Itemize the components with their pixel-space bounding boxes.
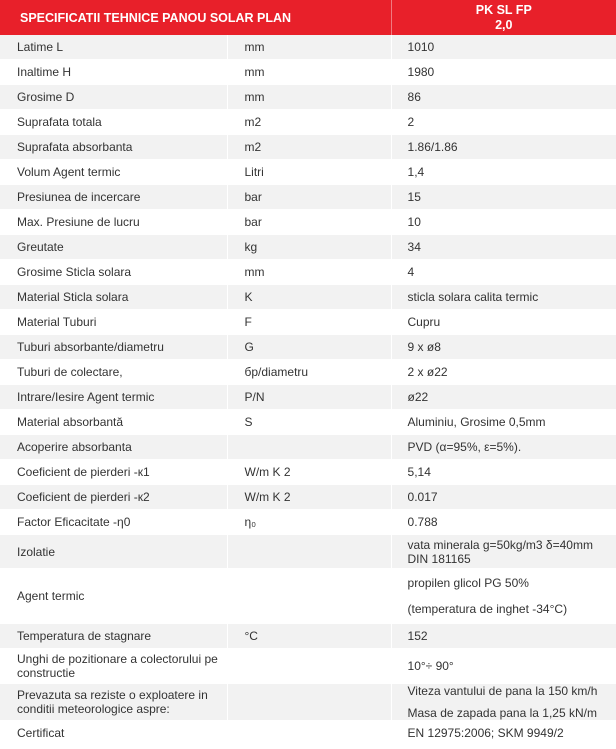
parameter-unit: mm <box>227 85 391 110</box>
value-line: DIN 181165 <box>407 551 471 566</box>
table-row <box>0 624 616 649</box>
table-row <box>0 135 616 160</box>
parameter-name: Material Tuburi <box>0 310 227 335</box>
table-row <box>0 160 616 185</box>
parameter-value: Cupru <box>391 310 616 335</box>
parameter-name: Volum Agent termic <box>0 160 227 185</box>
parameter-name: Temperatura de stagnare <box>0 624 227 649</box>
name-line: constructie <box>17 666 76 680</box>
parameter-value: 2 <box>391 110 616 135</box>
parameter-name: Tuburi absorbante/diametru <box>0 335 227 360</box>
parameter-unit: η₀ <box>227 510 391 535</box>
parameter-name: Inaltime H <box>0 60 227 85</box>
value-line: Masa de zapada pana la 1,25 kN/m <box>407 706 597 720</box>
parameter-unit <box>227 684 391 721</box>
parameter-unit: S <box>227 410 391 435</box>
parameter-value: 1.86/1.86 <box>391 135 616 160</box>
parameter-name: Presiunea de incercare <box>0 185 227 210</box>
parameter-name: Material Sticla solara <box>0 285 227 310</box>
parameter-name: Material absorbantă <box>0 410 227 435</box>
table-row <box>0 235 616 260</box>
parameter-value: 34 <box>391 235 616 260</box>
table-row <box>0 385 616 410</box>
parameter-name: Acoperire absorbanta <box>0 435 227 460</box>
parameter-value: 0.017 <box>391 485 616 510</box>
table-row <box>0 210 616 235</box>
table-row <box>0 35 616 60</box>
parameter-name: Agent termic <box>0 569 227 624</box>
parameter-unit: F <box>227 310 391 335</box>
parameter-name: Izolatie <box>0 535 227 569</box>
value-line: (temperatura de inghet -34°C) <box>407 602 568 616</box>
model-header <box>391 0 616 35</box>
parameter-name: Max. Presiune de lucru <box>0 210 227 235</box>
parameter-name <box>0 649 227 684</box>
parameter-unit: m2 <box>227 135 391 160</box>
parameter-value: 0.788 <box>391 510 616 535</box>
parameter-name: Certificat <box>0 721 227 746</box>
parameter-value: 1,4 <box>391 160 616 185</box>
parameter-name: Intrare/Iesire Agent termic <box>0 385 227 410</box>
parameter-value <box>391 535 616 569</box>
table-row <box>0 485 616 510</box>
parameter-unit: bar <box>227 185 391 210</box>
parameter-unit: m2 <box>227 110 391 135</box>
table-row <box>0 110 616 135</box>
parameter-value: sticla solara calita termic <box>391 285 616 310</box>
table-row <box>0 649 616 684</box>
parameter-value: 1010 <box>391 35 616 60</box>
parameter-name: Coeficient de pierderi -к1 <box>0 460 227 485</box>
table-row <box>0 435 616 460</box>
table-row <box>0 335 616 360</box>
parameter-unit: kg <box>227 235 391 260</box>
parameter-unit <box>227 435 391 460</box>
parameter-name: Grosime D <box>0 85 227 110</box>
model-name: PK SL FP <box>475 2 532 17</box>
value-line: Viteza vantului de pana la 150 km/h <box>407 684 598 698</box>
parameter-unit: bar <box>227 210 391 235</box>
parameter-name: Suprafata totala <box>0 110 227 135</box>
name-line: Unghi de pozitionare a colectorului pe <box>17 652 218 666</box>
table-row <box>0 510 616 535</box>
parameter-unit: Litri <box>227 160 391 185</box>
parameter-unit: mm <box>227 35 391 60</box>
value-line: propilen glicol PG 50% <box>407 576 529 590</box>
parameter-name: Greutate <box>0 235 227 260</box>
parameter-name: Coeficient de pierderi -к2 <box>0 485 227 510</box>
parameter-unit: mm <box>227 260 391 285</box>
parameter-unit: °C <box>227 624 391 649</box>
parameter-value: 15 <box>391 185 616 210</box>
table-row <box>0 85 616 110</box>
table-row <box>0 721 616 746</box>
parameter-unit: W/m K 2 <box>227 485 391 510</box>
parameter-value: PVD (α=95%, ε=5%). <box>391 435 616 460</box>
parameter-unit <box>227 535 391 569</box>
parameter-name: Factor Eficacitate -η0 <box>0 510 227 535</box>
parameter-name: Suprafata absorbanta <box>0 135 227 160</box>
table-row <box>0 60 616 85</box>
table-row <box>0 285 616 310</box>
table-row <box>0 569 616 624</box>
model-version: 2,0 <box>495 17 513 32</box>
table-row <box>0 460 616 485</box>
parameter-name: Tuburi de colectare, <box>0 360 227 385</box>
table-row <box>0 360 616 385</box>
table-header <box>0 0 616 35</box>
table-row <box>0 535 616 569</box>
value-line: vata minerala g=50kg/m3 δ=40mm <box>407 537 593 552</box>
parameter-value: 2 x ø22 <box>391 360 616 385</box>
parameter-value: 10°÷ 90° <box>391 649 616 684</box>
parameter-name <box>0 684 227 721</box>
parameter-unit <box>227 569 391 624</box>
parameter-name: Latime L <box>0 35 227 60</box>
parameter-value <box>391 684 616 721</box>
parameter-value: 152 <box>391 624 616 649</box>
parameter-name: Grosime Sticla solara <box>0 260 227 285</box>
parameter-unit: K <box>227 285 391 310</box>
parameter-value: 4 <box>391 260 616 285</box>
parameter-value: 9 x ø8 <box>391 335 616 360</box>
parameter-unit: бр/diametru <box>227 360 391 385</box>
parameter-unit: G <box>227 335 391 360</box>
parameter-value: 5,14 <box>391 460 616 485</box>
parameter-value: 1980 <box>391 60 616 85</box>
parameter-value: 10 <box>391 210 616 235</box>
table-row <box>0 410 616 435</box>
table-title: SPECIFICATII TEHNICE PANOU SOLAR PLAN <box>0 0 391 35</box>
parameter-value <box>391 569 616 624</box>
parameter-unit: W/m K 2 <box>227 460 391 485</box>
parameter-value: ø22 <box>391 385 616 410</box>
parameter-unit <box>227 721 391 746</box>
table-row <box>0 185 616 210</box>
name-line: conditii meteorologice aspre: <box>17 702 170 716</box>
parameter-value: Aluminiu, Grosime 0,5mm <box>391 410 616 435</box>
parameter-value: EN 12975:2006; SKM 9949/2 <box>391 721 616 746</box>
name-line: Prevazuta sa reziste o exploatere in <box>17 688 208 702</box>
table-row <box>0 310 616 335</box>
table-row <box>0 684 616 721</box>
parameter-unit: mm <box>227 60 391 85</box>
parameter-unit <box>227 649 391 684</box>
parameter-value: 86 <box>391 85 616 110</box>
table-row <box>0 260 616 285</box>
parameter-unit: P/N <box>227 385 391 410</box>
